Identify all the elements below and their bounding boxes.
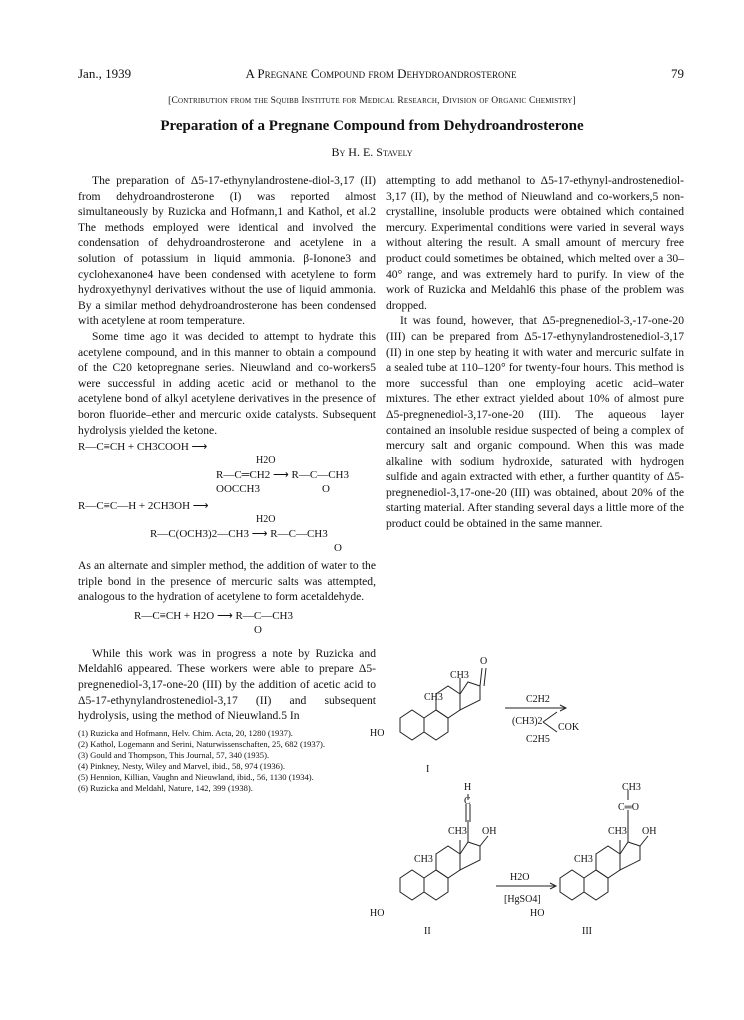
footnote: (3) Gould and Thompson, This Journal, 57, 340 (1935). [78,749,270,760]
header-title: A Pregnane Compound from Dehydroandrosterone [245,66,517,81]
article-title: Preparation of a Pregnane Compound from Dehydroandrosterone [160,118,584,134]
compound-label-ii: II [424,926,431,937]
h2o-label: H2O [256,514,276,526]
oh-label: OH [482,826,497,837]
equation-block-2 [78,499,376,554]
compound-label-i: I [426,764,430,775]
footnote: (6) Ruzicka and Meldahl, Nature, 142, 399 (1938). [78,782,253,793]
ho-label: HO [370,728,385,739]
right-column [386,173,684,532]
reagent-label: H2O [510,872,530,883]
h2o-label: H2O [256,455,276,467]
footnote: (5) Hennion, Killian, Vaughn and Nieuwland, ibid., 56, 1130 (1934). [78,771,314,782]
equation-block-1 [78,440,376,495]
paragraph: attempting to add methanol to Δ5-17-ethynyl-androstenediol-3,17 (II), by the method of Nieuwland and co-workers,5 non-crystalline, insoluble products were obtained which contained mercury. Experimental conditions were varied in several ways without altering the result. A small amount of mercury free product could sometimes be obtained, which melted over a 30–40° range, and was extremely hard to purify. In view of the work of Ruzicka and Meldahl6 this phase of the problem was dropped. [386,174,684,312]
ch3-label: CH3 [574,854,593,865]
equation-substituent: OOCCH3 [216,483,261,496]
reagent-label: COK [558,722,580,733]
footnote: (1) Ruzicka and Hofmann, Helv. Chim. Acta, 20, 1280 (1937). [78,727,293,738]
steroid-skeleton-ii [400,794,488,900]
equation-line: R—C≡CH + H2O ⟶ R—C—CH3 [134,609,293,622]
ch3-label: CH3 [414,854,433,865]
equation-line: R—C═CH2 ⟶ R—C—CH3 [216,469,349,482]
equation-line: R—C(OCH3)2—CH3 ⟶ R—C—CH3 [150,528,328,541]
footnote: (2) Kathol, Logemann and Serini, Naturwissenschaften, 25, 682 (1937). [78,738,326,749]
carbonyl-o: O [254,623,262,636]
ch3-label: CH3 [450,670,469,681]
footnotes [78,728,376,794]
carbonyl-o: O [322,483,330,496]
oh-label: OH [642,826,657,837]
paragraph: While this work was in progress a note by Ruzicka and Meldahl6 appeared. These workers were able to prepare Δ5-pregnenediol-3,17-one-20 (III) by the addition of acetic acid to Δ5-17-ethynylandrostenediol-3,17 (II) and subsequent hydrolysis, using the method of Nieuwland.5 In [78,646,376,723]
running-header [78,66,684,84]
contribution-line: [Contribution from the Squibb Institute for Medical Research, Division of Organic Chemistry] [168,96,576,106]
ho-label: HO [370,908,385,919]
page-number: 79 [671,66,684,81]
carbonyl-o: O [334,542,342,555]
reagent-label: (CH3)2 [512,716,543,727]
ch3-label: CH3 [608,826,627,837]
c-label: C [464,796,471,807]
ho-label: HO [530,908,545,919]
ch3-label: CH3 [424,692,443,703]
author-line: By H. E. Stavely [331,145,413,159]
reagent-label: C2H5 [526,734,550,745]
footnote: (4) Pinkney, Nesty, Wiley and Marvel, ibid., 58, 974 (1936). [78,760,285,771]
equation-line: R—C≡C—H + 2CH3OH ⟶ [78,500,209,513]
reaction-scheme [370,650,700,940]
reagent-label: C2H2 [526,694,550,705]
paragraph: It was found, however, that Δ5-pregnenediol-3,-17-one-20 (III) can be prepared from Δ5-17-ethynylandrostenediol-3,17 (II) in one step by heating it with water and mercuric sulfate in a sealed tube at 110–120° for twenty-four hours. This method is more successful than one employing acetic acid–water mixtures. The ether extract yielded about 10% of almost pure Δ5-pregnenediol-3,17-one-20 (III). The aqueous layer contained an insoluble residue suspected of being a complex of mercury salt and organic compound. When this was made alkaline with sodium hydroxide, saturated with hydrogen sulfide and again extracted with ether, a further quantity of Δ5-pregnenediol-3,17-one-20 (III) was obtained, about 20% of the starting material. After standing several days a little more of the product could be obtained in the same manner. [386,314,684,531]
left-column [78,173,376,794]
ch3-label: CH3 [622,782,641,793]
header-date: Jan., 1939 [78,66,132,81]
steroid-skeleton-i [400,668,486,740]
equation-line: R—C≡CH + CH3COOH ⟶ [78,441,208,454]
paragraph: Some time ago it was decided to attempt to hydrate this acetylene compound, and in this manner to obtain a compound of the C20 ketopregnane series. Nieuwland and co-workers5 were successful in adding acetic acid or methanol to the acetylene bond of alkyl acetylene derivatives in the presence of boron fluoride–ether and mercuric oxide catalysts. Subsequent hydrolysis yielded the ketone. [78,329,376,437]
h-label: H [464,782,472,793]
reagent-label: [HgSO4] [504,894,541,905]
ketone-o-label: O [480,656,488,667]
ch3-label: CH3 [448,826,467,837]
carbonyl-label: C═O [618,802,639,813]
compound-label-iii: III [582,926,592,937]
paragraph: The preparation of Δ5-17-ethynylandrostene-diol-3,17 (II) from dehydroandrosterone (I) was reported almost simultaneously by Ruzicka and Hofmann,1 and Kathol, et al.2 The methods employed were identical and involved the condensation of dehydroandrosterone and acetylene in a solution of potassium in liquid ammonia. β-Ionone3 and cyclohexanone4 have been condensed with acetylene to form hydroxyethynyl derivatives without the use of liquid ammonia. By a similar method dehydroandrosterone has been condensed with acetylene at room temperature. [78,174,376,328]
paragraph: As an alternate and simpler method, the addition of water to the triple bond in the presence of mercuric salts was attempted, analogous to the hydration of acetylene to form acetaldehyde. [78,559,376,604]
